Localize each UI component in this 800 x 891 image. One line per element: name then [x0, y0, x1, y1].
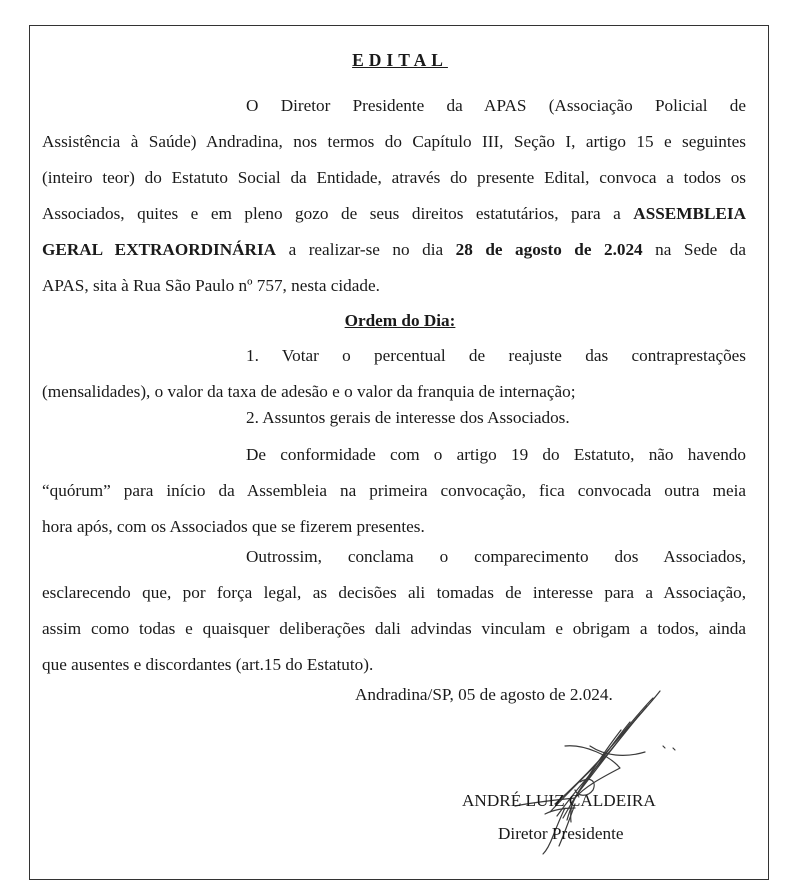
edital-document — [29, 25, 769, 880]
intro-line-5 — [30, 240, 770, 260]
intro-line-2: Assistência à Saúde) Andradina, nos termos do Capítulo III, Seção I, artigo 15 e seguintes — [42, 132, 746, 151]
assembly-date: 28 de agosto de 2.024 — [455, 240, 643, 259]
quorum-line-1: De conformidade com o artigo 19 do Estatuto, não havendo — [246, 445, 746, 464]
document-title: EDITAL — [352, 50, 448, 70]
intro-line-5-post: na Sede da — [655, 240, 747, 259]
signer-name: ANDRÉ LUIZ CALDEIRA — [462, 791, 656, 810]
assembly-label-part1: ASSEMBLEIA — [633, 204, 746, 223]
intro-line-5-mid: a realizar-se no dia — [288, 240, 444, 259]
intro-line-4-text: Associados, quites e em pleno gozo de seus direitos estatutários, para a — [42, 204, 621, 223]
quorum-line-2: “quórum” para início da Assembleia na primeira convocação, fica convocada outra meia — [42, 481, 746, 500]
closing-line-3: assim como todas e quaisquer deliberações dali advindas vinculam e obrigam a todos, ainda — [42, 619, 746, 638]
agenda-item-2: 2. Assuntos gerais de interesse dos Associados. — [246, 408, 570, 427]
closing-line-4: que ausentes e discordantes (art.15 do Estatuto). — [42, 655, 374, 674]
intro-line-6: APAS, sita à Rua São Paulo nº 757, nesta cidade. — [42, 276, 380, 295]
signer-role: Diretor Presidente — [498, 824, 624, 843]
intro-line-3: (inteiro teor) do Estatuto Social da Entidade, através do presente Edital, convoca a todos os — [42, 168, 746, 187]
agenda-item-1-line-2: (mensalidades), o valor da taxa de adesão e o valor da franquia de internação; — [42, 382, 576, 401]
intro-line-4 — [30, 204, 770, 224]
agenda-item-1-line-1: 1. Votar o percentual de reajuste das contraprestações — [246, 346, 746, 365]
quorum-line-3: hora após, com os Associados que se fizerem presentes. — [42, 517, 425, 536]
closing-line-1: Outrossim, conclama o comparecimento dos Associados, — [246, 547, 746, 566]
intro-line-1: O Diretor Presidente da APAS (Associação Policial de — [246, 96, 746, 115]
date-place: Andradina/SP, 05 de agosto de 2.024. — [355, 685, 613, 704]
closing-line-2: esclarecendo que, por força legal, as decisões ali tomadas de interesse para a Associação, — [42, 583, 746, 602]
assembly-label-part2: GERAL EXTRAORDINÁRIA — [42, 240, 277, 259]
agenda-heading: Ordem do Dia: — [344, 311, 456, 330]
